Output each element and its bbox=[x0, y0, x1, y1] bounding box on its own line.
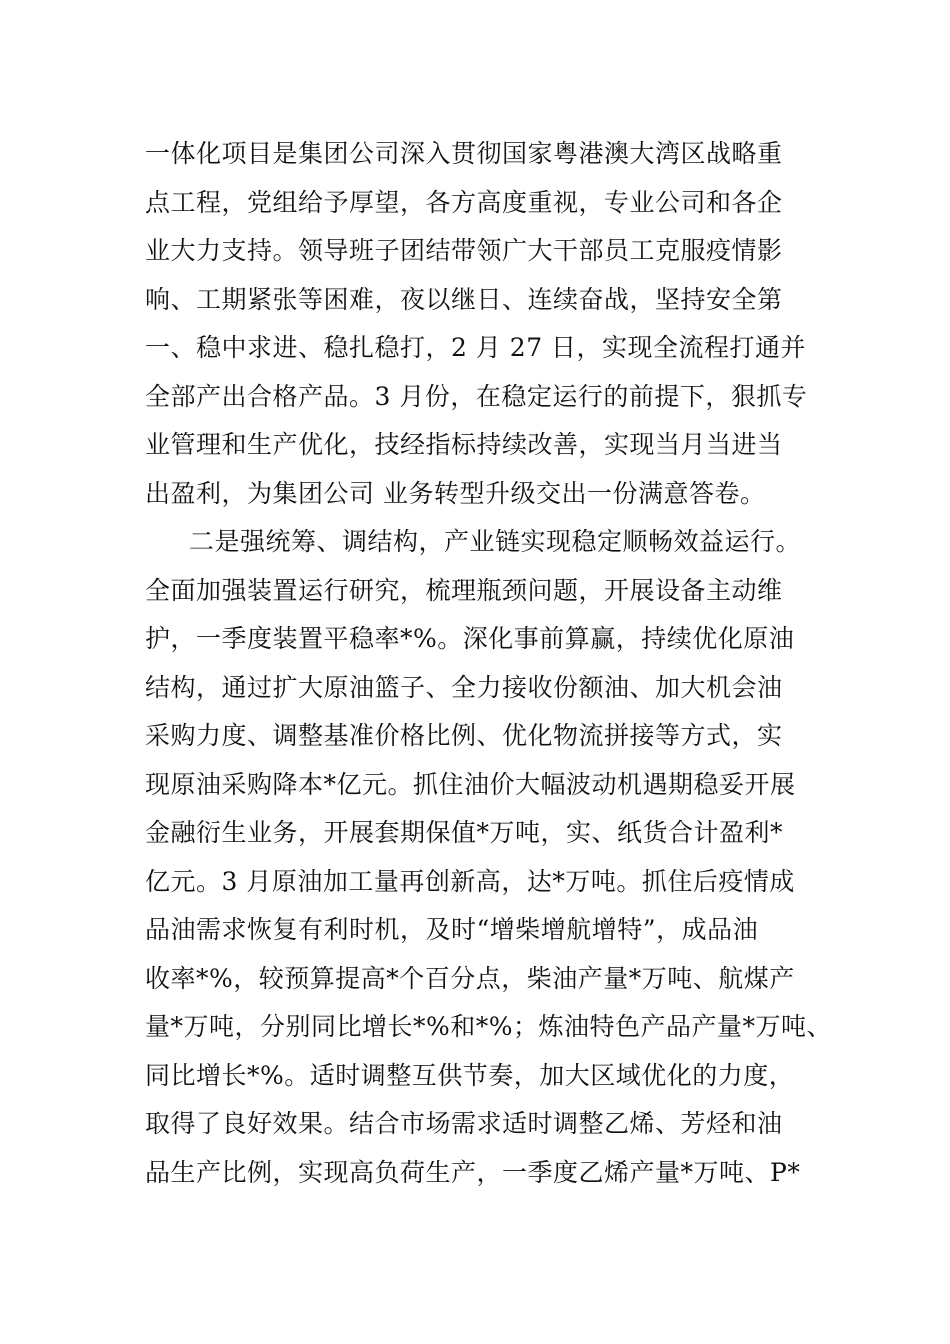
text-line: 金融衍生业务，开展套期保值*万吨，实、纸货合计盈利* bbox=[145, 818, 784, 847]
text-line: 全面加强装置运行研究，梳理瓶颈问题，开展设备主动维 bbox=[145, 575, 783, 605]
text-line: 全部产出合格产品。3 月份，在稳定运行的前提下，狠抓专 bbox=[145, 381, 808, 411]
text-line: 收率*%，较预算提高*个百分点，柴油产量*万吨、航煤产 bbox=[145, 963, 795, 993]
text-line: 点工程，党组给予厚望，各方高度重视，专业公司和各企 bbox=[145, 187, 783, 217]
text-line: 业管理和生产优化，技经指标持续改善，实现当月当进当 bbox=[145, 430, 783, 459]
text-line: 采购力度、调整基准价格比例、优化物流拼接等方式，实 bbox=[145, 721, 783, 750]
body-text bbox=[145, 130, 845, 1197]
text-line: 一体化项目是集团公司深入贯彻国家粤港澳大湾区战略重 bbox=[145, 139, 783, 168]
text-line: 结构，通过扩大原油篮子、全力接收份额油、加大机会油 bbox=[145, 672, 783, 702]
text-line: 品生产比例，实现高负荷生产，一季度乙烯产量*万吨、P* bbox=[145, 1157, 801, 1187]
text-line: 亿元。3 月原油加工量再创新高，达*万吨。抓住后疫情成 bbox=[145, 866, 795, 896]
text-line: 取得了良好效果。结合市场需求适时调整乙烯、芳烃和油 bbox=[145, 1109, 783, 1138]
text-line: 同比增长*%。适时调整互供节奏，加大区域优化的力度， bbox=[145, 1060, 795, 1090]
paragraph-heading-line: 二是强统筹、调结构，产业链实现稳定顺畅效益运行。 bbox=[189, 527, 802, 556]
text-line: 一、稳中求进、稳扎稳打，2 月 27 日，实现全流程打通并 bbox=[145, 333, 807, 362]
text-line: 量*万吨，分别同比增长*%和*%；炼油特色产品产量*万吨、 bbox=[145, 1012, 833, 1041]
text-line: 品油需求恢复有利时机，及时“增柴增航增特”，成品油 bbox=[145, 915, 759, 944]
text-line: 响、工期紧张等困难，夜以继日、连续奋战，坚持安全第 bbox=[145, 284, 783, 314]
text-line: 现原油采购降本*亿元。抓住油价大幅波动机遇期稳妥开展 bbox=[145, 769, 796, 799]
text-line: 业大力支持。领导班子团结带领广大干部员工克服疫情影 bbox=[145, 236, 783, 265]
text-line: 护，一季度装置平稳率*%。深化事前算赢，持续优化原油 bbox=[145, 624, 795, 653]
text-line: 出盈利，为集团公司 业务转型升级交出一份满意答卷。 bbox=[145, 478, 766, 508]
